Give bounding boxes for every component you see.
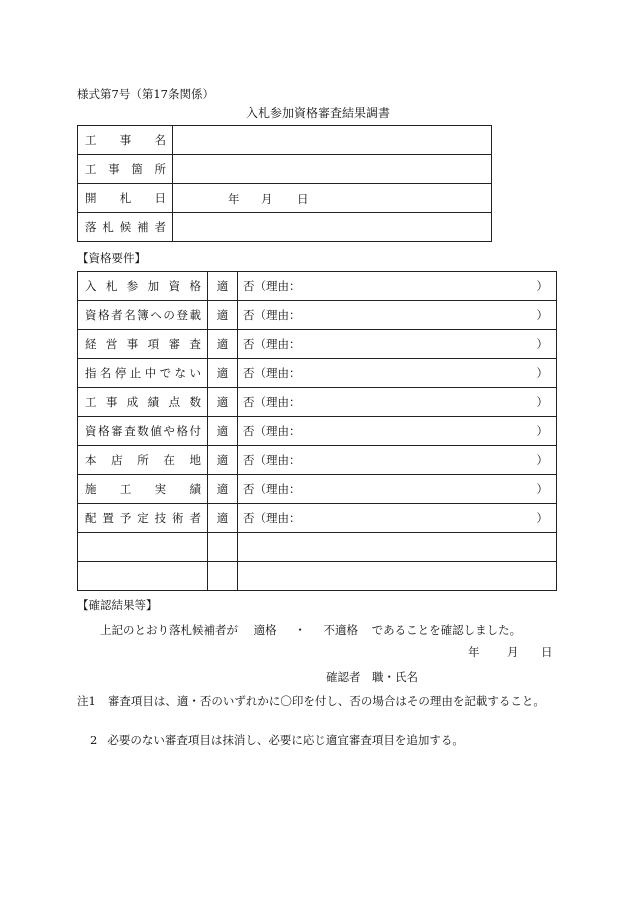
close-paren: ） bbox=[536, 366, 548, 380]
fail-reason-label: 否（理由： bbox=[243, 453, 301, 467]
fail-reason-label: 否（理由： bbox=[243, 308, 301, 322]
requirement-label-cell bbox=[78, 359, 208, 388]
info-label-cell bbox=[78, 184, 173, 213]
note-2 bbox=[90, 732, 464, 748]
pass-mark[interactable]: 適 bbox=[208, 330, 238, 359]
confirm-date-day: 日 bbox=[541, 645, 553, 659]
requirement-label-cell bbox=[78, 446, 208, 475]
fail-option[interactable]: 不適格 bbox=[323, 623, 358, 637]
opening-date-field[interactable] bbox=[173, 184, 492, 213]
pass-mark[interactable]: 適 bbox=[208, 417, 238, 446]
info-row-successful-bidder bbox=[78, 213, 492, 242]
requirement-label-cell bbox=[78, 417, 208, 446]
note-2-number: 2 bbox=[90, 733, 98, 747]
fail-reason-label: 否（理由： bbox=[243, 482, 301, 496]
requirement-label: 本 店 所 在 地 bbox=[85, 453, 201, 467]
requirement-row bbox=[78, 475, 557, 504]
option-separator: ・ bbox=[294, 623, 306, 637]
requirement-label-cell bbox=[78, 330, 208, 359]
requirement-label-cell bbox=[78, 504, 208, 533]
requirements-table bbox=[77, 271, 557, 591]
fail-reason-field[interactable] bbox=[238, 330, 557, 359]
requirement-label: 資 格 者 名 簿 へ の 登 載 bbox=[85, 308, 201, 322]
fail-reason-label: 否（理由： bbox=[243, 395, 301, 409]
requirement-label-cell bbox=[78, 388, 208, 417]
date-month-label: 月 bbox=[261, 192, 273, 206]
successful-bidder-field[interactable] bbox=[173, 213, 492, 242]
confirm-date-year: 年 bbox=[468, 645, 480, 659]
note-1 bbox=[77, 693, 555, 710]
pass-mark[interactable]: 適 bbox=[208, 359, 238, 388]
requirement-row bbox=[78, 301, 557, 330]
confirmation-prefix: 上記のとおり落札候補者が bbox=[100, 623, 238, 637]
requirement-label: 指 名 停 止 中 で な い bbox=[85, 366, 201, 380]
pass-mark[interactable]: 適 bbox=[208, 504, 238, 533]
requirement-label: 配 置 予 定 技 術 者 bbox=[85, 511, 201, 525]
note-1-number: 注1 bbox=[77, 694, 96, 708]
info-row-project-name bbox=[78, 126, 492, 155]
requirement-label: 入 札 参 加 資 格 bbox=[85, 279, 201, 293]
fail-reason-label: 否（理由： bbox=[243, 337, 301, 351]
close-paren: ） bbox=[536, 337, 548, 351]
info-label-project-location: 工 事 箇 所 bbox=[85, 162, 166, 176]
blank-requirement-row bbox=[78, 562, 557, 591]
requirement-row bbox=[78, 446, 557, 475]
info-label-project-name: 工 事 名 bbox=[85, 133, 166, 147]
close-paren: ） bbox=[536, 424, 548, 438]
fail-reason-field[interactable] bbox=[238, 504, 557, 533]
requirement-row bbox=[78, 359, 557, 388]
fail-reason-field[interactable] bbox=[238, 301, 557, 330]
confirmation-suffix: であることを確認しました。 bbox=[371, 623, 522, 637]
fail-reason-field[interactable] bbox=[238, 475, 557, 504]
info-row-project-location bbox=[78, 155, 492, 184]
fail-reason-field[interactable] bbox=[238, 388, 557, 417]
fail-reason-field[interactable] bbox=[238, 359, 557, 388]
info-label-cell bbox=[78, 126, 173, 155]
project-name-field[interactable] bbox=[173, 126, 492, 155]
form-number: 様式第7号（第17条関係） bbox=[77, 87, 214, 101]
blank-requirement-row bbox=[78, 533, 557, 562]
requirement-label-cell bbox=[78, 301, 208, 330]
fail-reason-field[interactable] bbox=[238, 417, 557, 446]
info-label-opening-date: 開 札 日 bbox=[85, 191, 166, 205]
pass-mark[interactable]: 適 bbox=[208, 388, 238, 417]
fail-reason-field[interactable] bbox=[238, 272, 557, 301]
date-year-label: 年 bbox=[228, 192, 240, 206]
pass-mark[interactable]: 適 bbox=[208, 301, 238, 330]
blank-pass-cell[interactable] bbox=[208, 533, 238, 562]
confirmation-sentence bbox=[100, 622, 521, 638]
pass-option[interactable]: 適格 bbox=[253, 623, 277, 637]
close-paren: ） bbox=[536, 279, 548, 293]
note-2-text: 必要のない審査項目は抹消し、必要に応じ適宜審査項目を追加する。 bbox=[107, 733, 464, 747]
requirement-label: 経 営 事 項 審 査 bbox=[85, 337, 201, 351]
requirement-label: 施 工 実 績 bbox=[85, 482, 201, 496]
fail-reason-label: 否（理由： bbox=[243, 366, 301, 380]
requirement-row bbox=[78, 388, 557, 417]
close-paren: ） bbox=[536, 482, 548, 496]
info-table bbox=[77, 125, 492, 242]
info-label-cell bbox=[78, 213, 173, 242]
pass-mark[interactable]: 適 bbox=[208, 272, 238, 301]
info-label-cell bbox=[78, 155, 173, 184]
fail-reason-label: 否（理由： bbox=[243, 424, 301, 438]
requirement-label-cell bbox=[78, 475, 208, 504]
requirement-row bbox=[78, 417, 557, 446]
blank-label-cell[interactable] bbox=[78, 562, 208, 591]
pass-mark[interactable]: 適 bbox=[208, 475, 238, 504]
project-location-field[interactable] bbox=[173, 155, 492, 184]
close-paren: ） bbox=[536, 395, 548, 409]
pass-mark[interactable]: 適 bbox=[208, 446, 238, 475]
requirement-row bbox=[78, 504, 557, 533]
close-paren: ） bbox=[536, 453, 548, 467]
requirement-row bbox=[78, 272, 557, 301]
blank-reason-cell[interactable] bbox=[238, 562, 557, 591]
blank-label-cell[interactable] bbox=[78, 533, 208, 562]
requirement-label: 資 格 審 査 数 値 や 格 付 bbox=[85, 424, 201, 438]
fail-reason-label: 否（理由： bbox=[243, 279, 301, 293]
requirement-label-cell bbox=[78, 272, 208, 301]
info-row-opening-date bbox=[78, 184, 492, 213]
requirement-row bbox=[78, 330, 557, 359]
confirmer-label: 確認者 職・氏名 bbox=[326, 670, 418, 684]
requirement-label: 工 事 成 績 点 数 bbox=[85, 395, 201, 409]
close-paren: ） bbox=[536, 511, 548, 525]
close-paren: ） bbox=[536, 308, 548, 322]
fail-reason-label: 否（理由： bbox=[243, 511, 301, 525]
blank-pass-cell[interactable] bbox=[208, 562, 238, 591]
document-title: 入札参加資格審査結果調書 bbox=[246, 106, 391, 120]
blank-reason-cell[interactable] bbox=[238, 533, 557, 562]
confirm-date-month: 月 bbox=[507, 645, 519, 659]
date-day-label: 日 bbox=[297, 192, 309, 206]
requirements-section-label: 【資格要件】 bbox=[77, 251, 146, 265]
note-1-text: 審査項目は、適・否のいずれかに〇印を付し、否の場合はその理由を記載すること。 bbox=[107, 694, 545, 708]
confirmation-section-label: 【確認結果等】 bbox=[77, 598, 158, 612]
info-label-successful-bidder: 落 札 候 補 者 bbox=[85, 220, 166, 234]
fail-reason-field[interactable] bbox=[238, 446, 557, 475]
